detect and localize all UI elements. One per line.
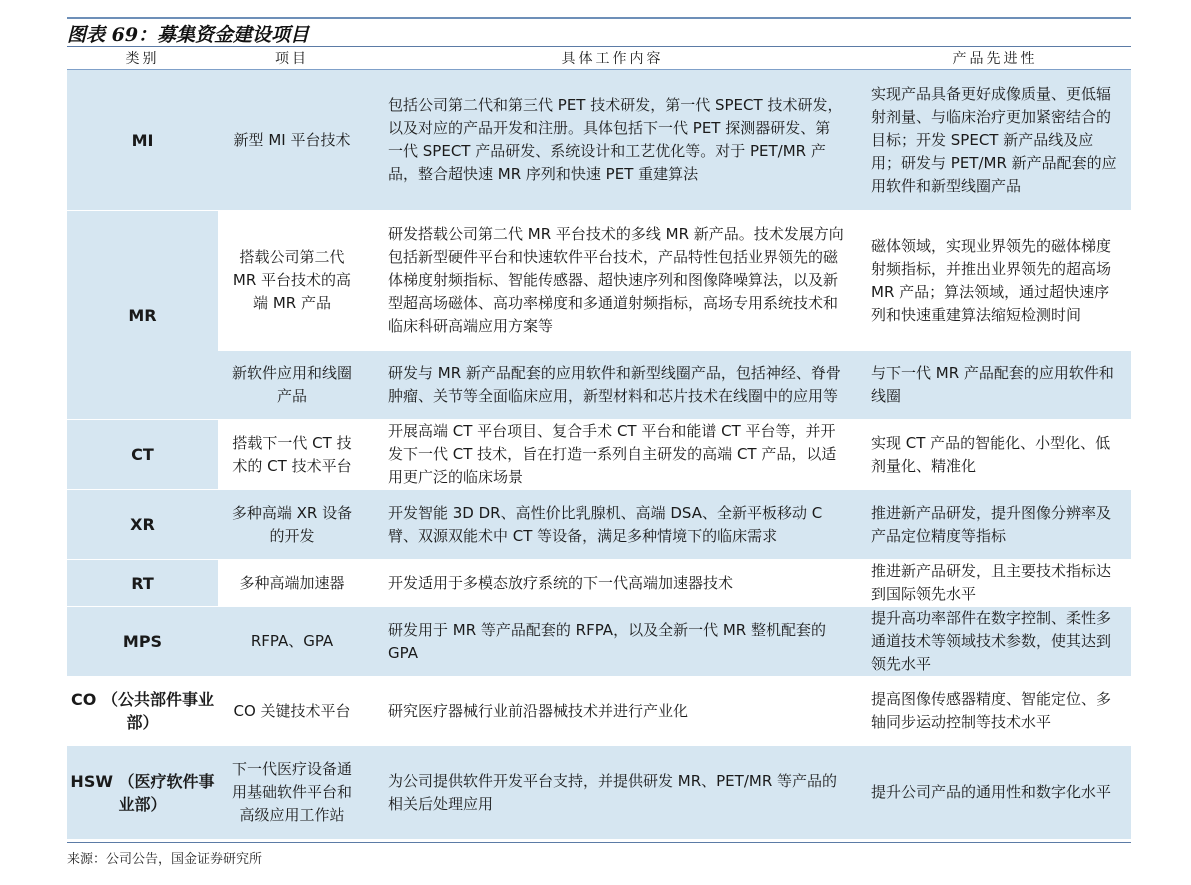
project-cell: 下一代医疗设备通用基础软件平台和高级应用工作站 — [218, 746, 366, 840]
advantage-cell: 提升公司产品的通用性和数字化水平 — [859, 746, 1131, 840]
header-work: 具体工作内容 — [366, 47, 859, 70]
table-row — [67, 560, 1131, 607]
table-row — [67, 677, 1131, 746]
table-row — [67, 211, 1131, 351]
source-note: 来源：公司公告，国金证券研究所 — [67, 852, 263, 867]
project-cell: RFPA、GPA — [218, 607, 366, 677]
project-cell: 搭载公司第二代 MR 平台技术的高端 MR 产品 — [218, 211, 366, 351]
project-cell: 新型 MI 平台技术 — [218, 70, 366, 211]
work-cell: 为公司提供软件开发平台支持，并提供研发 MR、PET/MR 等产品的相关后处理应用 — [366, 746, 859, 840]
work-cell: 研究医疗器械行业前沿器械技术并进行产业化 — [366, 677, 859, 746]
table-row — [67, 607, 1131, 677]
table-row — [67, 490, 1131, 560]
project-cell: 新软件应用和线圈产品 — [218, 351, 366, 420]
work-cell: 研发与 MR 新产品配套的应用软件和新型线圈产品，包括神经、脊骨肿瘤、关节等全面临床应用，新型材料和芯片技术在线圈中的应用等 — [366, 351, 859, 420]
table-row — [67, 746, 1131, 840]
work-cell: 开发适用于多模态放疗系统的下一代高端加速器技术 — [366, 560, 859, 607]
category-cell: RT — [67, 560, 218, 607]
advantage-cell: 推进新产品研发，提升图像分辨率及产品定位精度等指标 — [859, 490, 1131, 560]
category-cell: MI — [67, 70, 218, 211]
work-cell: 研发用于 MR 等产品配套的 RFPA，以及全新一代 MR 整机配套的 GPA — [366, 607, 859, 677]
advantage-cell: 实现 CT 产品的智能化、小型化、低剂量化、精准化 — [859, 420, 1131, 490]
table-row — [67, 351, 1131, 420]
table-row — [67, 420, 1131, 490]
project-cell: 多种高端加速器 — [218, 560, 366, 607]
table-header-row — [67, 47, 1131, 70]
project-cell: 搭载下一代 CT 技术的 CT 技术平台 — [218, 420, 366, 490]
work-cell: 研发搭载公司第二代 MR 平台技术的多线 MR 新产品。技术发展方向包括新型硬件平台和快速软件平台技术，产品特性包括业界领先的磁体梯度射频指标、智能传感器、超快速序列和图像降噪算法，以及新型超高场磁体、高功率梯度和多通道射频指标，高场专用系统技术和临床科研高端应用方案等 — [366, 211, 859, 351]
header-advantage: 产品先进性 — [859, 47, 1131, 70]
top-rule — [67, 17, 1131, 19]
category-cell: XR — [67, 490, 218, 560]
category-cell: CO （公共部件事业部） — [67, 677, 218, 746]
work-cell: 开展高端 CT 平台项目、复合手术 CT 平台和能谱 CT 平台等，并开发下一代 CT 技术，旨在打造一系列自主研发的高端 CT 产品，以适用更广泛的临床场景 — [366, 420, 859, 490]
project-cell: CO 关键技术平台 — [218, 677, 366, 746]
work-cell: 包括公司第二代和第三代 PET 技术研发，第一代 SPECT 技术研发，以及对应的产品开发和注册。具体包括下一代 PET 探测器研发、第一代 SPECT 产品研发、系统设计和工艺优化等。对于 PET/MR 产品，整合超快速 MR 序列和快速 PET 重建算法 — [366, 70, 859, 211]
header-project: 项目 — [218, 47, 366, 70]
advantage-cell: 推进新产品研发，且主要技术指标达到国际领先水平 — [859, 560, 1131, 607]
advantage-cell: 磁体领域，实现业界领先的磁体梯度射频指标，并推出业界领先的超高场 MR 产品；算法领域，通过超快速序列和快速重建算法缩短检测时间 — [859, 211, 1131, 351]
category-cell: HSW （医疗软件事业部） — [67, 746, 218, 840]
project-cell: 多种高端 XR 设备的开发 — [218, 490, 366, 560]
projects-table — [67, 46, 1131, 840]
header-category: 类别 — [67, 47, 218, 70]
bottom-rule — [67, 842, 1131, 843]
work-cell: 开发智能 3D DR、高性价比乳腺机、高端 DSA、全新平板移动 C 臂、双源双能术中 CT 等设备，满足多种情境下的临床需求 — [366, 490, 859, 560]
category-cell: MR — [67, 211, 218, 420]
advantage-cell: 实现产品具备更好成像质量、更低辐射剂量、与临床治疗更加紧密结合的目标；开发 SPECT 新产品线及应用；研发与 PET/MR 新产品配套的应用软件和新型线圈产品 — [859, 70, 1131, 211]
advantage-cell: 与下一代 MR 产品配套的应用软件和线圈 — [859, 351, 1131, 420]
figure-title: 图表 69：募集资金建设项目 — [67, 24, 310, 46]
table-row — [67, 70, 1131, 211]
advantage-cell: 提升高功率部件在数字控制、柔性多通道技术等领域技术参数，使其达到领先水平 — [859, 607, 1131, 677]
category-cell: CT — [67, 420, 218, 490]
advantage-cell: 提高图像传感器精度、智能定位、多轴同步运动控制等技术水平 — [859, 677, 1131, 746]
category-cell: MPS — [67, 607, 218, 677]
